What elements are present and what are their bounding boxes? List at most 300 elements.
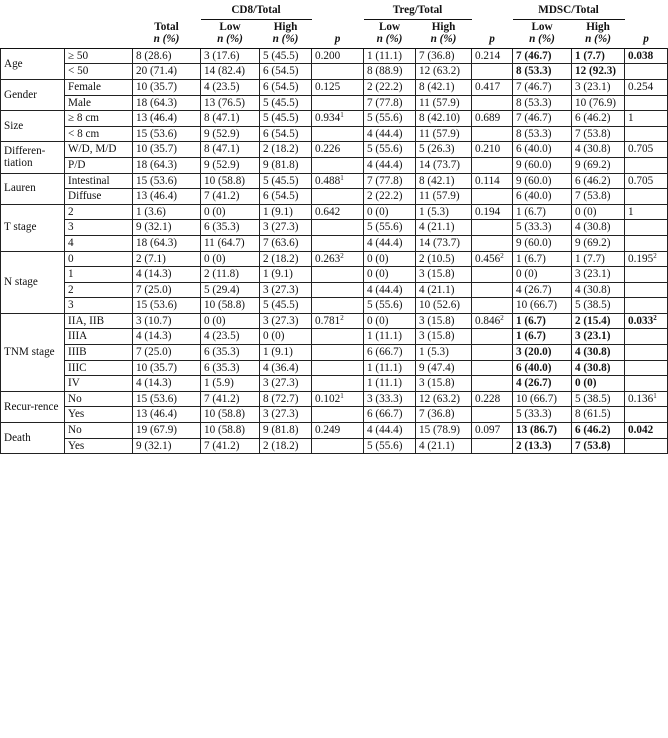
category-cell: [65, 220, 133, 236]
header-p-mdsc: [625, 0, 668, 48]
value-cell: [513, 157, 572, 173]
value-cell: [133, 157, 201, 173]
value-cell: [201, 48, 260, 64]
variable-label: Age: [1, 48, 65, 79]
value-cell: [260, 157, 312, 173]
cell-text: 0 (0): [367, 314, 389, 327]
p-value-cell: [312, 64, 364, 80]
p-value-cell: [312, 126, 364, 142]
cell-text: 1 (7.7): [575, 252, 605, 265]
cell-text: 2 (15.4): [575, 314, 611, 327]
value-cell: [260, 376, 312, 392]
value-cell: [572, 282, 625, 298]
header-p-cd8: [312, 0, 364, 48]
p-value-cell: [312, 189, 364, 205]
header-total: [133, 0, 201, 48]
value-cell: [513, 298, 572, 314]
variable-label: N stage: [1, 251, 65, 313]
header-cd8-high: [260, 19, 312, 48]
p-value-cell: [472, 407, 513, 423]
p-value-cell: [625, 142, 668, 158]
cell-text: 9 (81.8): [263, 158, 299, 171]
value-cell: [133, 438, 201, 454]
value-cell: [416, 157, 472, 173]
cell-text: 9 (32.1): [136, 439, 172, 452]
cell-text: 6 (66.7): [367, 408, 403, 421]
cell-text: 5 (45.5): [263, 49, 299, 62]
value-cell: [133, 313, 201, 329]
cell-text: 11 (57.9): [419, 190, 460, 203]
value-cell: [572, 157, 625, 173]
cell-text: 20 (71.4): [136, 65, 178, 78]
header-low-label: Low: [378, 20, 401, 33]
cell-text: 8 (53.3): [516, 65, 552, 78]
cell-text: 3: [68, 299, 74, 312]
cell-text: 5 (55.6): [367, 112, 403, 125]
category-cell: [65, 298, 133, 314]
cell-text: 0.689: [475, 112, 501, 125]
value-cell: [133, 111, 201, 127]
value-cell: [416, 189, 472, 205]
p-value-cell: [472, 438, 513, 454]
value-cell: [260, 298, 312, 314]
value-cell: [260, 313, 312, 329]
cell-text: 5 (55.6): [367, 143, 403, 156]
cell-text: 0.102: [315, 392, 341, 405]
cell-text: 0.254: [628, 80, 654, 93]
value-cell: [416, 438, 472, 454]
value-cell: [260, 48, 312, 64]
category-cell: [65, 423, 133, 439]
variable-label: TNM stage: [1, 313, 65, 391]
p-value-cell: [312, 111, 364, 127]
cell-text: 10 (58.8): [204, 408, 246, 421]
category-cell: [65, 111, 133, 127]
cell-text: 6 (46.2): [575, 174, 611, 187]
value-cell: [416, 360, 472, 376]
value-cell: [513, 235, 572, 251]
cell-text: 1 (7.7): [575, 49, 605, 62]
category-cell: [65, 360, 133, 376]
value-cell: [260, 423, 312, 439]
value-cell: [260, 142, 312, 158]
cell-text: 6 (54.5): [263, 127, 299, 140]
header-low-label: Low: [531, 20, 553, 33]
value-cell: [201, 360, 260, 376]
header-p-treg: [472, 0, 513, 48]
value-cell: [572, 360, 625, 376]
cell-text: Diffuse: [68, 190, 102, 203]
table-body: [1, 48, 668, 453]
cell-text: 8 (42.1): [419, 174, 455, 187]
value-cell: [416, 142, 472, 158]
table-row: [1, 126, 668, 142]
cell-text: 3 (27.3): [263, 221, 299, 234]
cell-text: 13 (46.4): [136, 112, 178, 125]
p-value-cell: [472, 313, 513, 329]
value-cell: [513, 407, 572, 423]
cell-text: 8 (47.1): [204, 143, 240, 156]
value-cell: [260, 282, 312, 298]
footnote-marker: 1: [340, 391, 344, 400]
cell-text: 3 (23.1): [575, 330, 611, 343]
cell-text: 13 (76.5): [204, 96, 246, 109]
cell-text: 8 (47.1): [204, 112, 240, 125]
p-value-cell: [312, 220, 364, 236]
value-cell: [572, 329, 625, 345]
cell-text: 14 (73.7): [419, 236, 461, 249]
value-cell: [201, 235, 260, 251]
value-cell: [133, 423, 201, 439]
p-value-cell: [472, 142, 513, 158]
cell-text: 0.417: [475, 80, 501, 93]
value-cell: [513, 189, 572, 205]
value-cell: [364, 251, 416, 267]
cell-text: 10 (66.7): [516, 392, 558, 405]
cell-text: 0 (0): [367, 205, 389, 218]
p-value-cell: [312, 391, 364, 407]
cell-text: 3 (10.7): [136, 314, 172, 327]
value-cell: [133, 251, 201, 267]
cell-text: 1 (3.6): [136, 205, 166, 218]
cell-text: 12 (63.2): [419, 392, 461, 405]
value-cell: [572, 48, 625, 64]
cell-text: 3 (27.3): [263, 377, 299, 390]
value-cell: [416, 173, 472, 189]
cell-text: 13 (46.4): [136, 408, 178, 421]
cell-text: 13 (46.4): [136, 190, 178, 203]
cell-text: 0 (0): [204, 314, 226, 327]
category-cell: [65, 251, 133, 267]
category-cell: [65, 95, 133, 111]
p-value-cell: [472, 251, 513, 267]
cell-text: 3 (20.0): [516, 346, 552, 359]
header-empty: [65, 19, 133, 48]
cell-text: 4 (44.4): [367, 127, 403, 140]
cell-text: 0 (0): [263, 330, 285, 343]
value-cell: [260, 251, 312, 267]
p-value-cell: [312, 95, 364, 111]
p-value-cell: [312, 423, 364, 439]
header-high-label: High: [586, 20, 610, 33]
cell-text: 2: [68, 205, 74, 218]
value-cell: [201, 126, 260, 142]
cell-text: 2 (18.2): [263, 143, 299, 156]
cell-text: 5 (55.6): [367, 439, 403, 452]
header-empty: [65, 0, 133, 19]
value-cell: [260, 189, 312, 205]
value-cell: [572, 345, 625, 361]
table-row: [1, 391, 668, 407]
cell-text: 1 (9.1): [263, 205, 293, 218]
p-value-cell: [472, 111, 513, 127]
p-value-cell: [312, 282, 364, 298]
cell-text: 6 (35.3): [204, 221, 240, 234]
cell-text: 4 (14.3): [136, 377, 172, 390]
category-cell: [65, 407, 133, 423]
value-cell: [260, 95, 312, 111]
cell-text: 0.705: [628, 174, 654, 187]
cell-text: 0.228: [475, 392, 501, 405]
cell-text: 7 (77.8): [367, 96, 403, 109]
p-value-cell: [625, 189, 668, 205]
value-cell: [416, 329, 472, 345]
cell-text: 0 (0): [575, 205, 597, 218]
header-unit: n (%): [529, 33, 555, 46]
value-cell: [201, 95, 260, 111]
header-high-label: High: [431, 20, 456, 33]
table-row: [1, 142, 668, 158]
value-cell: [260, 204, 312, 220]
value-cell: [260, 235, 312, 251]
value-cell: [201, 189, 260, 205]
cell-text: 9 (69.2): [575, 236, 611, 249]
table-row: [1, 173, 668, 189]
p-value-cell: [472, 360, 513, 376]
value-cell: [364, 423, 416, 439]
p-value-cell: [625, 111, 668, 127]
cell-text: 10 (35.7): [136, 361, 178, 374]
header-unit: n (%): [272, 33, 299, 46]
value-cell: [513, 423, 572, 439]
value-cell: [572, 423, 625, 439]
value-cell: [513, 48, 572, 64]
value-cell: [260, 407, 312, 423]
footnote-marker: 2: [340, 251, 344, 260]
value-cell: [201, 79, 260, 95]
value-cell: [133, 329, 201, 345]
cell-text: 12 (63.2): [419, 65, 461, 78]
category-cell: [65, 173, 133, 189]
cell-text: 0 (0): [367, 252, 389, 265]
value-cell: [201, 142, 260, 158]
value-cell: [572, 251, 625, 267]
p-value-cell: [625, 64, 668, 80]
cell-text: 0.038: [628, 49, 654, 62]
value-cell: [364, 329, 416, 345]
cell-text: 4 (44.4): [367, 158, 403, 171]
cell-text: 3 (27.3): [263, 314, 299, 327]
cell-text: 19 (67.9): [136, 424, 178, 437]
cell-text: 7 (36.8): [419, 408, 455, 421]
table-row: [1, 111, 668, 127]
value-cell: [572, 438, 625, 454]
cell-text: 9 (52.9): [204, 158, 240, 171]
value-cell: [260, 267, 312, 283]
cell-text: 3 (27.3): [263, 283, 299, 296]
cell-text: 5 (33.3): [516, 221, 552, 234]
value-cell: [133, 360, 201, 376]
value-cell: [513, 282, 572, 298]
value-cell: [201, 345, 260, 361]
value-cell: [572, 298, 625, 314]
cell-text: 0.456: [475, 252, 501, 265]
value-cell: [416, 235, 472, 251]
p-value-cell: [312, 48, 364, 64]
category-cell: [65, 282, 133, 298]
p-value-cell: [625, 235, 668, 251]
cell-text: 1 (6.7): [516, 314, 546, 327]
cell-text: 0.846: [475, 314, 501, 327]
cell-text: No: [68, 392, 82, 405]
table-row: [1, 345, 668, 361]
p-value-cell: [472, 376, 513, 392]
p-value-cell: [625, 282, 668, 298]
p-value-cell: [312, 407, 364, 423]
value-cell: [260, 438, 312, 454]
p-value-cell: [312, 235, 364, 251]
value-cell: [201, 423, 260, 439]
value-cell: [364, 95, 416, 111]
value-cell: [364, 282, 416, 298]
cell-text: 4 (26.7): [516, 377, 552, 390]
cell-text: Intestinal: [68, 174, 110, 187]
cell-text: 4 (44.4): [367, 424, 403, 437]
cell-text: P/D: [68, 158, 86, 171]
cell-text: 15 (53.6): [136, 174, 178, 187]
p-value-cell: [472, 48, 513, 64]
cell-text: 18 (64.3): [136, 236, 178, 249]
header-unit: n (%): [430, 33, 457, 46]
header-low-label: Low: [219, 20, 241, 33]
cell-text: 3 (23.1): [575, 268, 611, 281]
p-value-cell: [312, 267, 364, 283]
cell-text: 6 (35.3): [204, 361, 240, 374]
cell-text: 1 (11.1): [367, 49, 403, 62]
cell-text: 10 (76.9): [575, 96, 617, 109]
p-value-cell: [472, 391, 513, 407]
cell-text: 15 (53.6): [136, 392, 178, 405]
cell-text: 6 (54.5): [263, 190, 299, 203]
p-value-cell: [625, 391, 668, 407]
table-row: [1, 267, 668, 283]
cell-text: No: [68, 424, 82, 437]
category-cell: [65, 126, 133, 142]
value-cell: [572, 235, 625, 251]
cell-text: 14 (82.4): [204, 65, 246, 78]
table-row: [1, 220, 668, 236]
value-cell: [260, 111, 312, 127]
value-cell: [133, 95, 201, 111]
value-cell: [133, 64, 201, 80]
header-treg-high: [416, 19, 472, 48]
table-row: [1, 360, 668, 376]
p-value-cell: [625, 438, 668, 454]
cell-text: 3 (15.8): [419, 377, 455, 390]
value-cell: [133, 220, 201, 236]
cell-text: 2 (22.2): [367, 190, 403, 203]
header-cd8-low: [201, 19, 260, 48]
value-cell: [364, 360, 416, 376]
value-cell: [133, 48, 201, 64]
value-cell: [133, 173, 201, 189]
p-value-cell: [312, 376, 364, 392]
cell-text: 0.194: [475, 205, 501, 218]
value-cell: [201, 313, 260, 329]
cell-text: 11 (57.9): [419, 96, 460, 109]
cell-text: 2 (18.2): [263, 252, 299, 265]
value-cell: [364, 267, 416, 283]
header-treg-low: [364, 19, 416, 48]
p-value-cell: [312, 142, 364, 158]
cell-text: 9 (32.1): [136, 221, 172, 234]
cell-text: 7 (77.8): [367, 174, 403, 187]
value-cell: [201, 391, 260, 407]
category-cell: [65, 204, 133, 220]
cell-text: 1: [628, 112, 634, 125]
cell-text: 0.226: [315, 143, 341, 156]
p-value-cell: [472, 126, 513, 142]
p-value-cell: [472, 282, 513, 298]
header-unit: n (%): [217, 33, 243, 46]
cell-text: 5 (45.5): [263, 112, 299, 125]
cell-text: 4 (21.1): [419, 439, 455, 452]
cell-text: 8 (53.3): [516, 96, 552, 109]
value-cell: [416, 423, 472, 439]
p-value-cell: [472, 79, 513, 95]
cell-text: Yes: [68, 439, 85, 452]
value-cell: [572, 111, 625, 127]
value-cell: [201, 282, 260, 298]
cell-text: 18 (64.3): [136, 96, 178, 109]
value-cell: [133, 298, 201, 314]
category-cell: [65, 189, 133, 205]
footnote-marker: 2: [500, 313, 504, 322]
value-cell: [133, 345, 201, 361]
cell-text: 6 (54.5): [263, 65, 299, 78]
value-cell: [572, 64, 625, 80]
cell-text: 1 (5.9): [204, 377, 234, 390]
cell-text: 0.200: [315, 49, 341, 62]
value-cell: [260, 126, 312, 142]
table-row: [1, 282, 668, 298]
value-cell: [572, 376, 625, 392]
cell-text: 3 (15.8): [419, 314, 455, 327]
cell-text: 18 (64.3): [136, 158, 178, 171]
cell-text: 7 (41.2): [204, 439, 240, 452]
cell-text: IIIB: [68, 346, 87, 359]
cell-text: 8 (42.10): [419, 112, 461, 125]
value-cell: [572, 407, 625, 423]
value-cell: [364, 157, 416, 173]
value-cell: [572, 267, 625, 283]
footnote-marker: 1: [340, 111, 344, 120]
cell-text: 9 (69.2): [575, 158, 611, 171]
cell-text: 3 (27.3): [263, 408, 299, 421]
header-p-label: p: [489, 33, 495, 46]
cell-text: 0 (0): [367, 268, 389, 281]
cell-text: 4 (30.8): [575, 283, 611, 296]
cell-text: 4 (44.4): [367, 236, 403, 249]
cell-text: 3: [68, 221, 74, 234]
value-cell: [572, 79, 625, 95]
value-cell: [133, 204, 201, 220]
header-high-label: High: [273, 20, 298, 33]
cell-text: 6 (66.7): [367, 346, 403, 359]
cell-text: 6 (35.3): [204, 346, 240, 359]
cell-text: 5 (33.3): [516, 408, 552, 421]
value-cell: [201, 438, 260, 454]
cell-text: 3 (15.8): [419, 330, 455, 343]
value-cell: [364, 376, 416, 392]
value-cell: [416, 48, 472, 64]
cell-text: 9 (60.0): [516, 174, 552, 187]
table-row: [1, 329, 668, 345]
cell-text: 4 (23.5): [204, 80, 240, 93]
table-row: [1, 48, 668, 64]
cell-text: 10 (58.8): [204, 174, 246, 187]
cell-text: 5 (38.5): [575, 392, 611, 405]
